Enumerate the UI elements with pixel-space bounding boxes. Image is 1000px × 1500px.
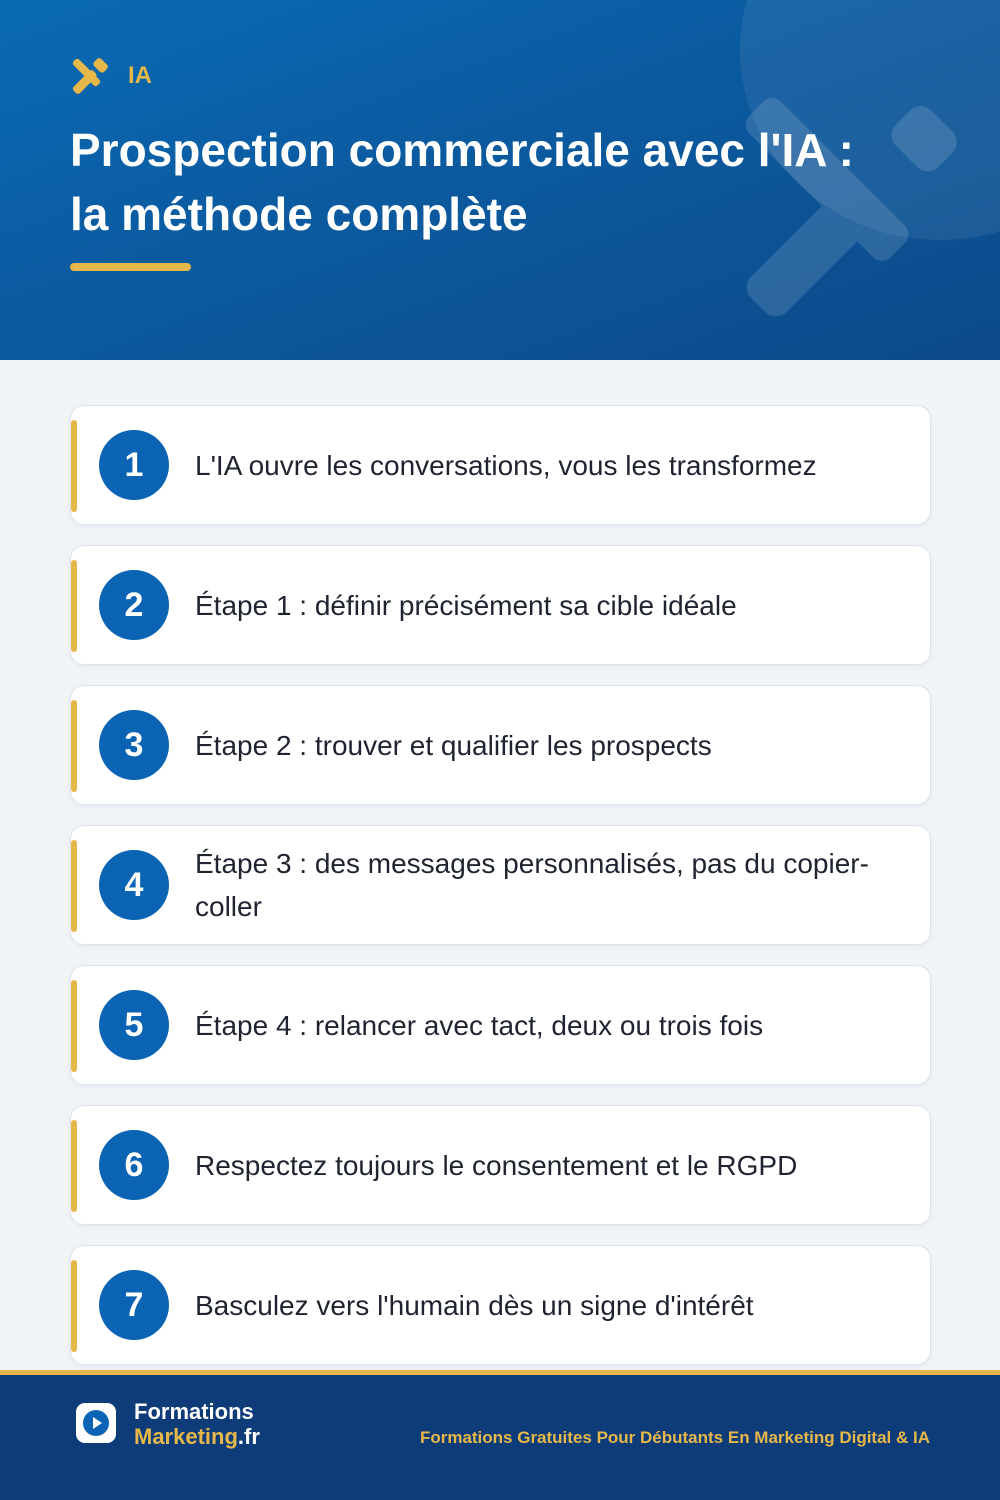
- step-number: 2: [99, 570, 169, 640]
- step-text: Étape 2 : trouver et qualifier les prospects: [195, 729, 712, 761]
- step-number: 7: [99, 1270, 169, 1340]
- step-card: [70, 405, 931, 525]
- logo-mark[interactable]: [76, 1403, 116, 1443]
- footer: [0, 1370, 1000, 1500]
- step-accent-bar: [71, 420, 77, 512]
- step-card: [70, 825, 931, 945]
- step-number: 4: [99, 850, 169, 920]
- steps-list: [70, 405, 931, 1385]
- step-accent-bar: [71, 1260, 77, 1352]
- step-card: [70, 1105, 931, 1225]
- step-number: 1: [99, 430, 169, 500]
- step-number: 3: [99, 710, 169, 780]
- step-text: Respectez toujours le consentement et le RGPD: [195, 1149, 798, 1181]
- step-number: 5: [99, 990, 169, 1060]
- step-accent-bar: [71, 560, 77, 652]
- header-banner: [0, 0, 1000, 360]
- category-tag: [70, 56, 152, 96]
- step-text: Étape 1 : définir précisément sa cible idéale: [195, 589, 737, 621]
- step-card: [70, 545, 931, 665]
- step-number: 6: [99, 1130, 169, 1200]
- footer-tagline: Formations Gratuites Pour Débutants En Marketing Digital & IA: [419, 1428, 930, 1447]
- title-underline: [70, 263, 191, 271]
- logo-text-line2[interactable]: [134, 1424, 260, 1450]
- step-accent-bar: [71, 700, 77, 792]
- tools-icon: [70, 56, 110, 96]
- page-title: Prospection commerciale avec l'IA : la méthode complète: [70, 124, 854, 240]
- category-label: IA: [128, 62, 152, 89]
- step-card: [70, 685, 931, 805]
- step-text: Basculez vers l'humain dès un signe d'intérêt: [195, 1289, 754, 1321]
- logo-marketing: Marketing: [134, 1424, 238, 1449]
- logo-domain: .fr: [237, 1424, 260, 1449]
- step-text: Étape 4 : relancer avec tact, deux ou trois fois: [195, 1009, 764, 1041]
- step-text: Étape 3 : des messages personnalisés, pas du copier-coller: [195, 848, 869, 922]
- step-accent-bar: [71, 840, 77, 932]
- play-icon: [82, 1409, 110, 1437]
- step-accent-bar: [71, 980, 77, 1072]
- logo-text-line1[interactable]: Formations: [134, 1399, 254, 1424]
- step-text: L'IA ouvre les conversations, vous les transformez: [195, 449, 817, 481]
- step-card: [70, 965, 931, 1085]
- step-card: [70, 1245, 931, 1365]
- step-accent-bar: [71, 1120, 77, 1212]
